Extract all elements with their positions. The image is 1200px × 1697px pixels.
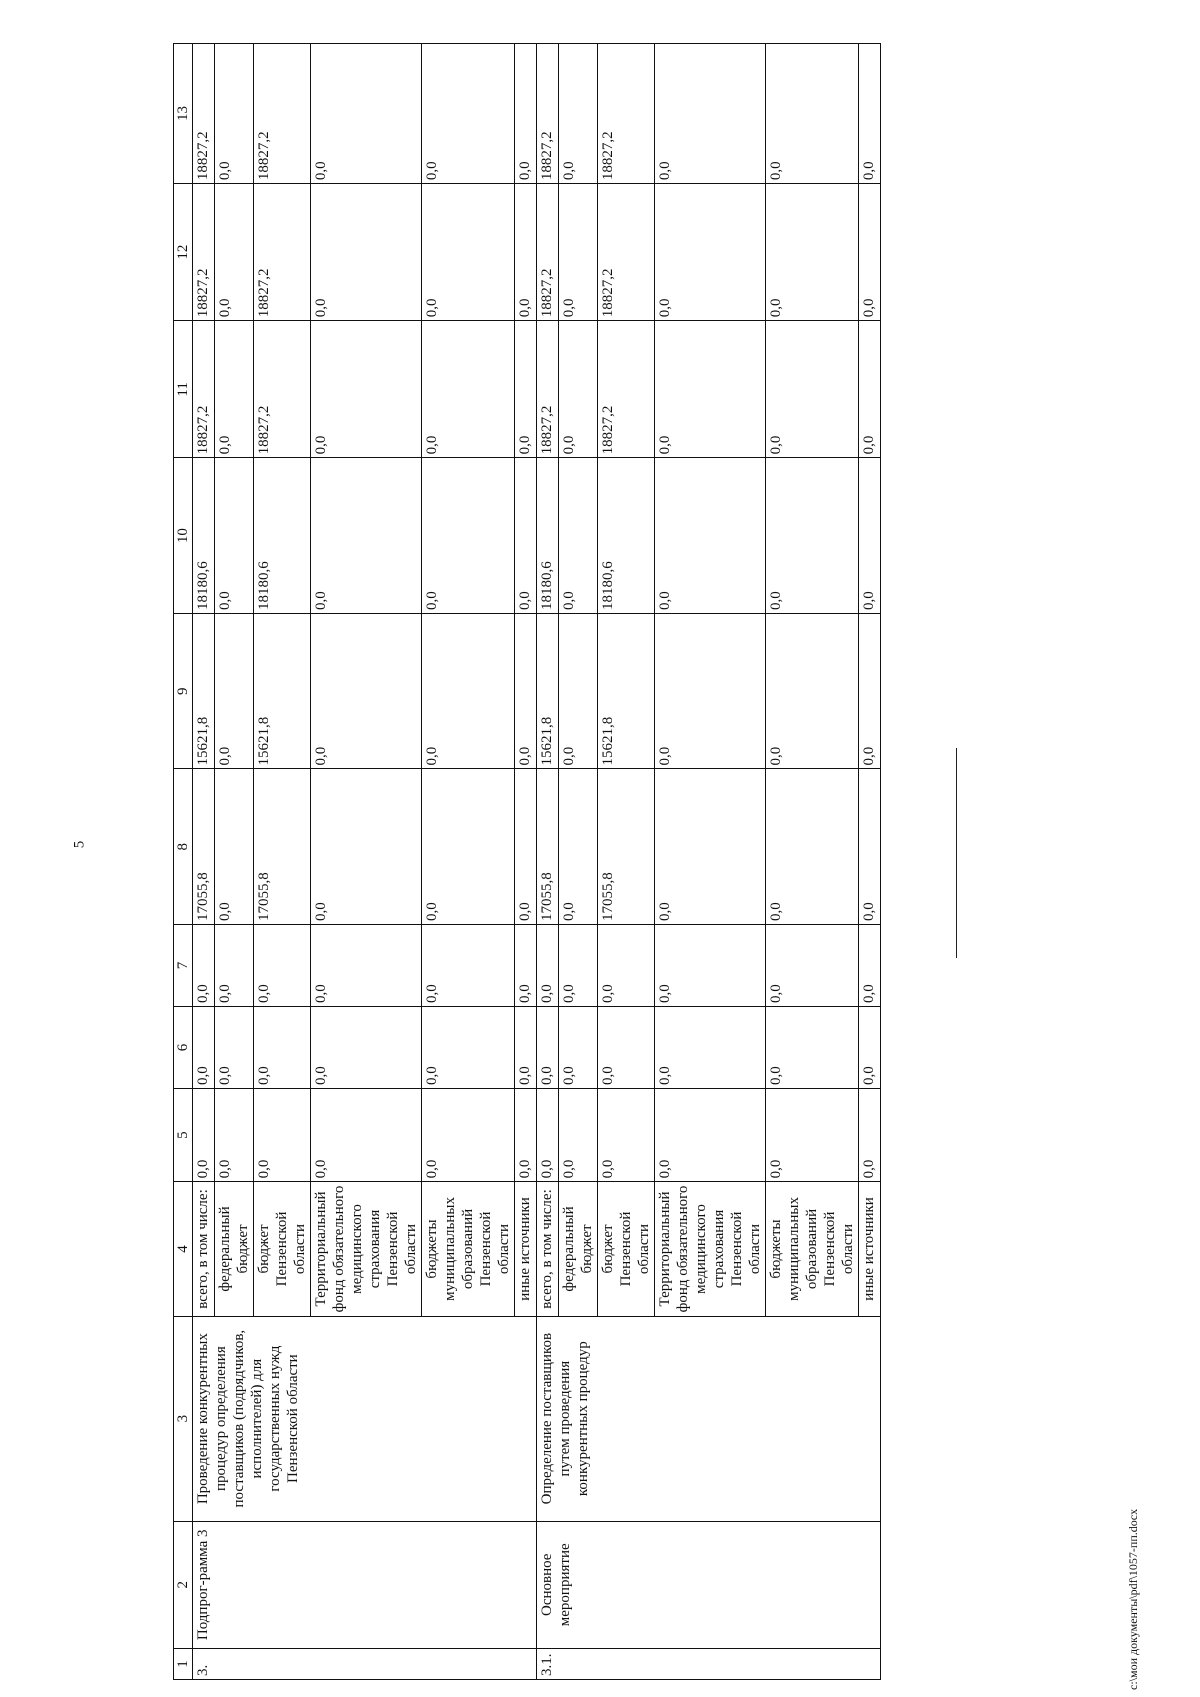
funding-source: всего, в том числе:: [193, 1182, 215, 1316]
value-cell: 0,0: [193, 925, 215, 1007]
value-cell: 0,0: [193, 1089, 215, 1182]
column-header: 2: [174, 1521, 193, 1648]
value-cell: 0,0: [559, 1007, 598, 1089]
value-cell: 0,0: [311, 458, 422, 614]
value-cell: 18827,2: [537, 184, 559, 321]
value-cell: 0,0: [515, 769, 537, 925]
column-header: 8: [174, 769, 193, 925]
value-cell: 0,0: [655, 925, 766, 1007]
table-header-row: [174, 44, 193, 1680]
value-cell: 0,0: [215, 458, 254, 614]
row-number: 3.1.: [537, 1648, 881, 1679]
value-cell: 0,0: [515, 925, 537, 1007]
value-cell: 17055,8: [537, 769, 559, 925]
value-cell: 0,0: [515, 1007, 537, 1089]
value-cell: 0,0: [859, 321, 881, 458]
value-cell: 0,0: [422, 1089, 515, 1182]
value-cell: 0,0: [598, 925, 655, 1007]
value-cell: 0,0: [559, 321, 598, 458]
value-cell: 18827,2: [254, 184, 311, 321]
value-cell: 0,0: [515, 321, 537, 458]
value-cell: 0,0: [254, 1089, 311, 1182]
value-cell: 0,0: [859, 458, 881, 614]
value-cell: 0,0: [515, 184, 537, 321]
value-cell: 0,0: [766, 613, 859, 769]
value-cell: 0,0: [655, 458, 766, 614]
value-cell: 15621,8: [193, 613, 215, 769]
value-cell: 0,0: [559, 458, 598, 614]
value-cell: 0,0: [559, 184, 598, 321]
row-type: Подпрог-рамма 3: [193, 1521, 537, 1648]
value-cell: 0,0: [422, 44, 515, 184]
value-cell: 0,0: [559, 613, 598, 769]
value-cell: 0,0: [655, 184, 766, 321]
value-cell: 17055,8: [193, 769, 215, 925]
column-header: 3: [174, 1316, 193, 1521]
column-header: 12: [174, 184, 193, 321]
funding-source: всего, в том числе:: [537, 1182, 559, 1316]
value-cell: 0,0: [215, 184, 254, 321]
value-cell: 18827,2: [537, 44, 559, 184]
value-cell: 0,0: [859, 1007, 881, 1089]
value-cell: 0,0: [766, 1007, 859, 1089]
value-cell: 0,0: [859, 613, 881, 769]
value-cell: 18827,2: [598, 184, 655, 321]
value-cell: 0,0: [311, 613, 422, 769]
value-cell: 0,0: [311, 1089, 422, 1182]
value-cell: 0,0: [311, 321, 422, 458]
table-row: [537, 44, 559, 1680]
column-header: 6: [174, 1007, 193, 1089]
value-cell: 0,0: [655, 1089, 766, 1182]
value-cell: 0,0: [766, 1089, 859, 1182]
value-cell: 0,0: [655, 321, 766, 458]
value-cell: 0,0: [311, 184, 422, 321]
funding-source: иные источники: [859, 1182, 881, 1316]
funding-source: федеральный бюджет: [559, 1182, 598, 1316]
funding-source: бюджеты муниципальных образований Пензенской области: [422, 1182, 515, 1316]
value-cell: 0,0: [859, 1089, 881, 1182]
value-cell: 0,0: [537, 925, 559, 1007]
column-header: 7: [174, 925, 193, 1007]
value-cell: 0,0: [422, 184, 515, 321]
value-cell: 18180,6: [537, 458, 559, 614]
column-header: 11: [174, 321, 193, 458]
value-cell: 0,0: [422, 769, 515, 925]
value-cell: 15621,8: [537, 613, 559, 769]
value-cell: 0,0: [215, 769, 254, 925]
table-row: [193, 44, 215, 1680]
value-cell: 0,0: [422, 1007, 515, 1089]
value-cell: 0,0: [766, 184, 859, 321]
column-header: 1: [174, 1648, 193, 1679]
value-cell: 0,0: [559, 925, 598, 1007]
value-cell: 18827,2: [193, 184, 215, 321]
value-cell: 0,0: [515, 458, 537, 614]
value-cell: 0,0: [311, 925, 422, 1007]
row-number: 3.: [193, 1648, 537, 1679]
value-cell: 15621,8: [254, 613, 311, 769]
row-type: Основное мероприятие: [537, 1521, 881, 1648]
column-header: 10: [174, 458, 193, 614]
value-cell: 0,0: [859, 44, 881, 184]
value-cell: 18180,6: [193, 458, 215, 614]
value-cell: 0,0: [655, 769, 766, 925]
value-cell: 0,0: [215, 613, 254, 769]
funding-source: бюджет Пензенской области: [598, 1182, 655, 1316]
funding-source: бюджет Пензенской области: [254, 1182, 311, 1316]
value-cell: 0,0: [537, 1089, 559, 1182]
value-cell: 17055,8: [598, 769, 655, 925]
value-cell: 0,0: [766, 321, 859, 458]
footer-divider: [956, 748, 957, 958]
funding-source: иные источники: [515, 1182, 537, 1316]
page-number: 5: [71, 840, 88, 849]
value-cell: 18827,2: [254, 44, 311, 184]
value-cell: 18827,2: [537, 321, 559, 458]
value-cell: 0,0: [766, 458, 859, 614]
column-header: 4: [174, 1182, 193, 1316]
value-cell: 18827,2: [598, 44, 655, 184]
value-cell: 0,0: [215, 1089, 254, 1182]
value-cell: 0,0: [859, 925, 881, 1007]
value-cell: 0,0: [559, 769, 598, 925]
value-cell: 0,0: [515, 44, 537, 184]
value-cell: 15621,8: [598, 613, 655, 769]
value-cell: 0,0: [766, 44, 859, 184]
value-cell: 0,0: [254, 1007, 311, 1089]
value-cell: 18827,2: [254, 321, 311, 458]
value-cell: 0,0: [766, 925, 859, 1007]
funding-source: федеральный бюджет: [215, 1182, 254, 1316]
budget-table-wrapper: [173, 43, 881, 1680]
column-header: 5: [174, 1089, 193, 1182]
value-cell: 18827,2: [193, 321, 215, 458]
value-cell: 18827,2: [598, 321, 655, 458]
value-cell: 0,0: [311, 44, 422, 184]
value-cell: 0,0: [515, 613, 537, 769]
value-cell: 0,0: [215, 1007, 254, 1089]
value-cell: 0,0: [537, 1007, 559, 1089]
value-cell: 0,0: [254, 925, 311, 1007]
value-cell: 0,0: [215, 925, 254, 1007]
value-cell: 0,0: [859, 769, 881, 925]
value-cell: 0,0: [655, 613, 766, 769]
value-cell: 0,0: [422, 321, 515, 458]
value-cell: 18827,2: [193, 44, 215, 184]
value-cell: 17055,8: [254, 769, 311, 925]
value-cell: 0,0: [655, 44, 766, 184]
funding-source: бюджеты муниципальных образований Пензенской области: [766, 1182, 859, 1316]
value-cell: 0,0: [215, 44, 254, 184]
row-name: Проведение конкурентных процедур определения поставщиков (подрядчиков, исполнителей) для государственных нужд Пензенской области: [193, 1316, 537, 1521]
budget-table: [173, 43, 881, 1680]
value-cell: 18180,6: [254, 458, 311, 614]
value-cell: 0,0: [655, 1007, 766, 1089]
value-cell: 0,0: [598, 1007, 655, 1089]
row-name: Определение поставщиков путем проведения конкурентных процедур: [537, 1316, 881, 1521]
value-cell: 0,0: [215, 321, 254, 458]
value-cell: 0,0: [422, 458, 515, 614]
value-cell: 0,0: [559, 1089, 598, 1182]
value-cell: 0,0: [193, 1007, 215, 1089]
value-cell: 0,0: [311, 1007, 422, 1089]
value-cell: 0,0: [422, 613, 515, 769]
funding-source: Территориальный фонд обязательного медицинского страхования Пензенской области: [311, 1182, 422, 1316]
value-cell: 0,0: [422, 925, 515, 1007]
value-cell: 0,0: [598, 1089, 655, 1182]
column-header: 13: [174, 44, 193, 184]
column-header: 9: [174, 613, 193, 769]
value-cell: 0,0: [859, 184, 881, 321]
value-cell: 0,0: [311, 769, 422, 925]
value-cell: 0,0: [559, 44, 598, 184]
value-cell: 0,0: [515, 1089, 537, 1182]
value-cell: 18180,6: [598, 458, 655, 614]
value-cell: 0,0: [766, 769, 859, 925]
file-path: c:\мои документы\pdf\1057-пп.docx: [1126, 1508, 1140, 1690]
funding-source: Территориальный фонд обязательного медицинского страхования Пензенской области: [655, 1182, 766, 1316]
